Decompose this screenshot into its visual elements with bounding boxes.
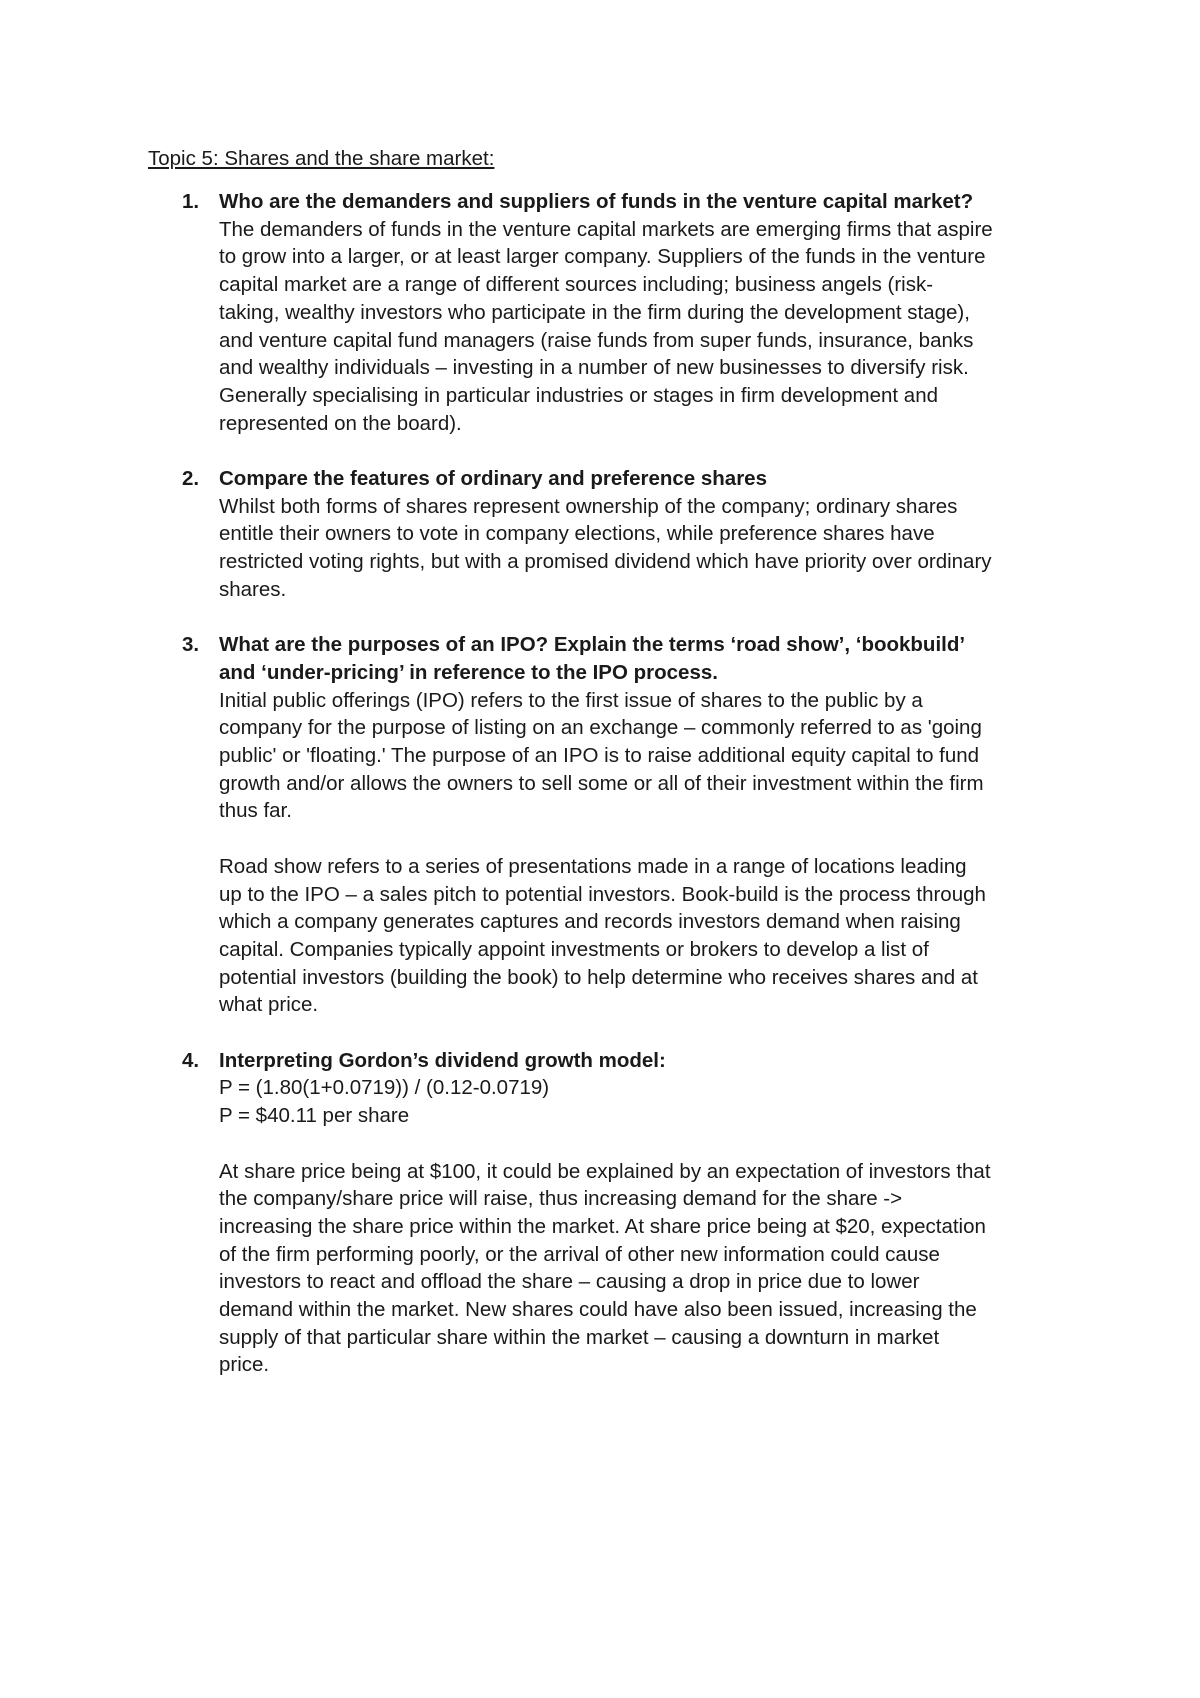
answer-line: price. <box>219 1353 270 1377</box>
question-item <box>148 465 1088 604</box>
answer-line: demand within the market. New shares could have also been issued, increasing the <box>219 1298 977 1322</box>
question-heading <box>219 465 1088 493</box>
answer-line: capital market are a range of different sources including; business angels (risk- <box>219 273 934 297</box>
answer-line: public' or 'floating.' The purpose of an IPO is to raise additional equity capital to fund <box>219 744 980 768</box>
document-title: Topic 5: Shares and the share market: <box>148 147 495 170</box>
answer-paragraph <box>219 216 1088 438</box>
question-item <box>148 1047 1088 1379</box>
question-heading-line: and ‘under-pricing’ in reference to the IPO process. <box>219 660 718 684</box>
question-number: 3. <box>182 633 200 657</box>
answer-line: Road show refers to a series of presentations made in a range of locations leading <box>219 854 967 878</box>
answer-line: and wealthy individuals – investing in a number of new businesses to diversify risk. <box>219 356 969 380</box>
answer-line: the company/share price will raise, thus increasing demand for the share -> <box>219 1187 903 1211</box>
answer-line: P = $40.11 per share <box>219 1104 410 1128</box>
question-number: 1. <box>182 190 200 213</box>
question-number: 4. <box>182 1048 200 1072</box>
answer-line: increasing the share price within the market. At share price being at $20, expectation <box>219 1214 986 1238</box>
answer-line: potential investors (building the book) to help determine who receives shares and at <box>219 965 978 989</box>
answer-paragraph <box>219 1158 1088 1380</box>
answer-paragraph <box>219 687 1088 826</box>
answer-line: investors to react and offload the share – causing a drop in price due to lower <box>219 1270 920 1294</box>
answer-line: shares. <box>219 577 287 601</box>
answer-line: thus far. <box>219 799 292 823</box>
question-number: 2. <box>182 467 200 491</box>
answer-line: represented on the board). <box>219 411 462 435</box>
answer-line: Generally specialising in particular industries or stages in firm development and <box>219 383 938 407</box>
question-heading <box>219 188 1088 216</box>
question-item <box>148 631 1088 1019</box>
answer-line: Initial public offerings (IPO) refers to the first issue of shares to the public by a <box>219 688 923 712</box>
question-heading <box>219 1047 1088 1075</box>
question-heading-line: Compare the features of ordinary and preference shares <box>219 467 767 491</box>
answer-line: The demanders of funds in the venture capital markets are emerging firms that aspire <box>219 217 993 241</box>
question-heading-line: What are the purposes of an IPO? Explain the terms ‘road show’, ‘bookbuild’ <box>219 633 966 657</box>
paragraph-gap <box>219 1130 1088 1158</box>
answer-paragraph <box>219 853 1088 1019</box>
answer-line: capital. Companies typically appoint investments or brokers to develop a list of <box>219 937 929 961</box>
answer-line: P = (1.80(1+0.0719)) / (0.12-0.0719) <box>219 1076 550 1100</box>
answer-line: company for the purpose of listing on an exchange – commonly referred to as 'going <box>219 716 982 740</box>
answer-paragraph <box>219 1074 1088 1129</box>
answer-line: of the firm performing poorly, or the arrival of other new information could cause <box>219 1242 940 1266</box>
answer-line: which a company generates captures and records investors demand when raising <box>219 910 961 934</box>
answer-line: At share price being at $100, it could be explained by an expectation of investors that <box>219 1159 991 1183</box>
question-heading <box>219 631 1088 686</box>
question-heading-line: Interpreting Gordon’s dividend growth model: <box>219 1048 666 1072</box>
answer-line: what price. <box>219 993 319 1017</box>
question-item <box>148 188 1088 437</box>
answer-line: supply of that particular share within the market – causing a downturn in market <box>219 1325 940 1349</box>
question-list <box>148 188 1088 1407</box>
answer-line: and venture capital fund managers (raise funds from super funds, insurance, banks <box>219 328 974 352</box>
answer-paragraph <box>219 493 1088 604</box>
answer-line: Whilst both forms of shares represent ownership of the company; ordinary shares <box>219 494 958 518</box>
answer-line: up to the IPO – a sales pitch to potential investors. Book-build is the process through <box>219 882 986 906</box>
answer-line: growth and/or allows the owners to sell some or all of their investment within the firm <box>219 771 984 795</box>
answer-line: taking, wealthy investors who participate in the firm during the development stage), <box>219 300 970 324</box>
answer-line: entitle their owners to vote in company elections, while preference shares have <box>219 522 935 546</box>
paragraph-gap <box>219 825 1088 853</box>
question-heading-line: Who are the demanders and suppliers of funds in the venture capital market? <box>219 190 974 213</box>
answer-line: to grow into a larger, or at least larger company. Suppliers of the funds in the venture <box>219 245 986 269</box>
answer-line: restricted voting rights, but with a promised dividend which have priority over ordinary <box>219 550 992 574</box>
